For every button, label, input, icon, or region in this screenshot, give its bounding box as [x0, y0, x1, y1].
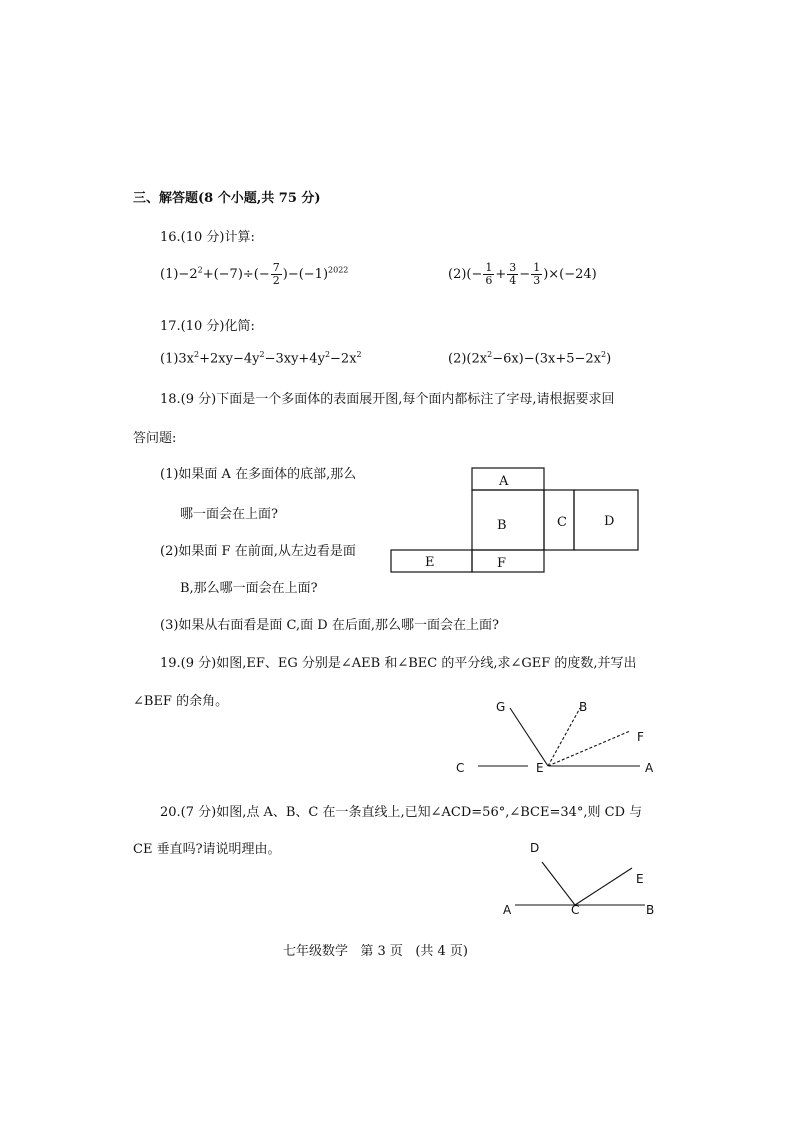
- polyhedron-net-figure: [385, 462, 665, 582]
- q16-part2: [448, 262, 597, 287]
- q19-line1: 19.(9 分)如图,EF、EG 分别是∠AEB 和∠BEC 的平分线,求∠GEF 的度数,并写出: [160, 656, 637, 671]
- q17-p2-t2: −6x)−(3x+5−2x: [492, 351, 601, 367]
- q19-line2: ∠BEF 的余角。: [133, 694, 229, 709]
- q17-p1-t1: (1)3x: [160, 351, 195, 367]
- q16-p2-frac3: [531, 262, 542, 287]
- ray-ef: [548, 731, 630, 766]
- q16-p2-plus: +: [495, 267, 507, 282]
- q16-p2-f2-den: 4: [509, 274, 517, 287]
- point-e-label: E: [536, 761, 544, 775]
- q17-p1-e4: 2: [356, 350, 362, 359]
- net-face-f: [472, 550, 544, 572]
- q16-part1: [160, 262, 348, 287]
- q18-line1: 18.(9 分)下面是一个多面体的表面展开图,每个面内都标注了字母,请根据要求回: [160, 392, 615, 407]
- q18-sub2a: (2)如果面 F 在前面,从左边看是面: [160, 544, 356, 559]
- angle-figure-q20: [495, 835, 665, 920]
- point-b-label: B: [646, 903, 655, 917]
- q17-p1-e2: 2: [259, 350, 265, 359]
- q16-p2-f2-num: 3: [509, 261, 517, 274]
- q17-p1-t4: −2x: [330, 351, 357, 367]
- net-label-d: D: [604, 514, 615, 529]
- q16-p1-frac-num: 7: [272, 261, 280, 274]
- q17-p1-t3: −3xy+4y: [264, 351, 325, 367]
- q17-p2-e2: 2: [600, 350, 607, 359]
- ray-eg: [510, 708, 548, 766]
- q17-part1: [160, 350, 362, 366]
- page-footer: 七年级数学 第 3 页 (共 4 页): [283, 944, 469, 959]
- q20-line2: CE 垂直吗?请说明理由。: [133, 842, 281, 857]
- q17-title: 17.(10 分)化简:: [160, 319, 255, 334]
- q16-p1-label: (1): [160, 267, 179, 282]
- point-c-label: C: [571, 903, 580, 917]
- q16-p2-f1-num: 1: [485, 261, 493, 274]
- q16-p1-c-exp: 2022: [328, 265, 349, 275]
- net-label-a: A: [499, 474, 509, 489]
- q20-line1: 20.(7 分)如图,点 A、B、C 在一条直线上,已知∠ACD=56°,∠BCE=34°,则 CD 与: [160, 805, 643, 820]
- q18-sub3: (3)如果从右面看是面 C,面 D 在后面,那么哪一面会在上面?: [160, 618, 499, 633]
- q16-p1-b: +(−7)÷(−: [202, 267, 270, 282]
- q18-sub1a: (1)如果面 A 在多面体的底部,那么: [160, 467, 357, 482]
- net-label-e: E: [425, 555, 435, 570]
- ray-cd: [542, 862, 575, 905]
- ray-eb: [548, 708, 580, 766]
- q16-p2-frac2: [507, 262, 518, 287]
- q17-p1-e3: 2: [324, 350, 331, 359]
- q16-p2-frac1: [483, 262, 494, 287]
- point-g-label: G: [496, 700, 506, 714]
- section-title: 三、解答题(8 个小题,共 75 分): [133, 191, 321, 206]
- q16-p2-minus: −: [519, 267, 531, 282]
- net-label-f: F: [497, 556, 507, 571]
- point-c-label: C: [456, 761, 465, 775]
- q16-p1-a: −2: [178, 267, 198, 282]
- q17-p1-e1: 2: [194, 350, 200, 359]
- net-label-b: B: [497, 518, 507, 533]
- q17-p2-t1: (2)(2x: [448, 351, 488, 367]
- angle-figure-q19: [445, 695, 665, 785]
- q17-p1-t2: +2xy−4y: [199, 351, 260, 367]
- q18-sub1b: 哪一面会在上面?: [180, 507, 278, 522]
- point-a-label: A: [503, 903, 512, 917]
- ray-ce: [575, 868, 632, 905]
- q17-part2: [448, 350, 611, 366]
- q16-p1-a-exp: 2: [197, 265, 203, 275]
- point-f-label: F: [637, 730, 644, 744]
- q16-title: 16.(10 分)计算:: [160, 230, 255, 245]
- q17-p2-e1: 2: [487, 350, 493, 359]
- q16-p2-tail: )×(−24): [543, 267, 597, 282]
- net-label-c: C: [557, 515, 567, 530]
- q18-line2: 答问题:: [133, 431, 177, 446]
- point-b-label: B: [579, 700, 588, 714]
- net-face-b: [472, 490, 544, 550]
- point-e-label: E: [636, 872, 644, 886]
- q17-p2-t3: ): [606, 351, 612, 367]
- point-a-label: A: [645, 761, 654, 775]
- q16-p1-frac-den: 2: [272, 274, 280, 287]
- q18-sub2b: B,那么哪一面会在上面?: [180, 581, 318, 596]
- q16-p1-fraction: [271, 262, 282, 287]
- q16-p2-f3-den: 3: [533, 274, 541, 287]
- point-d-label: D: [530, 841, 540, 855]
- q16-p2-label: (2)(−: [448, 267, 483, 282]
- q16-p2-f3-num: 1: [533, 261, 541, 274]
- q16-p1-c: )−(−1): [282, 267, 329, 282]
- q16-p2-f1-den: 6: [485, 274, 493, 287]
